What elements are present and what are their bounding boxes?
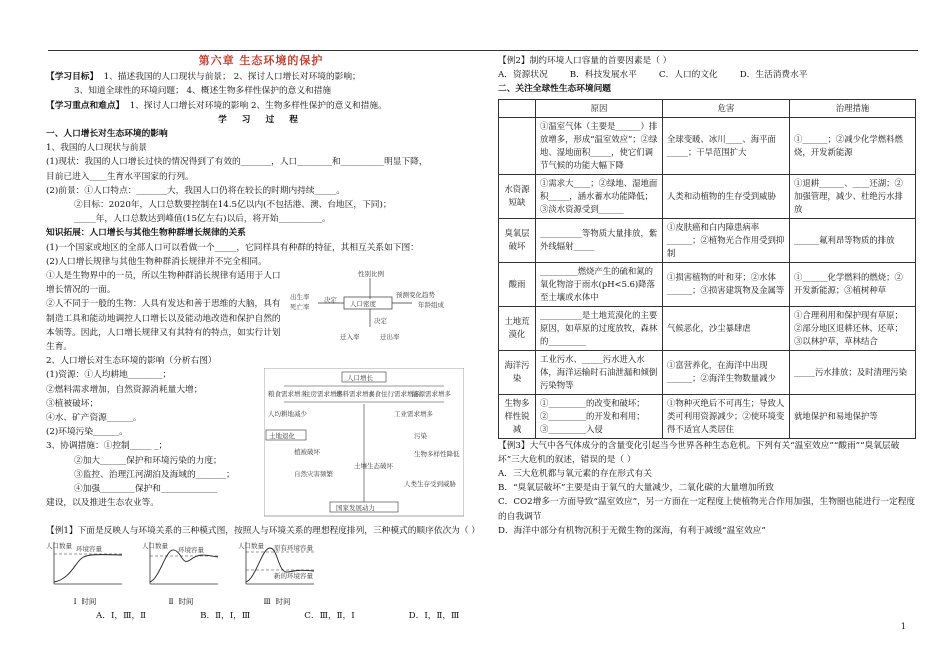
impact-top: 人口增长 [347, 374, 373, 383]
model-chart-2-label: Ⅱ 时间 [168, 597, 194, 607]
diag-dec: 决定 [324, 296, 337, 305]
population-diagram [288, 269, 470, 354]
ex3-opt-d: D．海洋中部分有机物沉积于无微生物的深海，有利于减缓“温室效应” [498, 525, 766, 536]
ex3-opt-b: B．“臭氧层破坏”主要是由于氧气的大量减少，二氧化碳的大量增加所致 [498, 483, 774, 494]
impact-diagram [264, 368, 464, 523]
model-chart-2 [142, 540, 220, 609]
impact-m5: 生物多样性降低 [414, 450, 460, 459]
impact-m3: 植被破坏 [294, 448, 320, 457]
page-number: 1 [900, 622, 906, 631]
impact-diagram-svg [264, 368, 464, 518]
ext-block [46, 269, 476, 354]
impact-m7: 自然灾害频繁 [294, 470, 333, 479]
impact-n3: 燃料需求增多 [336, 390, 375, 399]
right-column [498, 54, 918, 538]
example-1: 【例1】下面是反映人与环境关系的三种模式图，按照人与环境关系的理想程度排列，三种模式的顺序依次为（ ） [46, 525, 480, 536]
s2-1: (1)资源：①人均耕地________； [46, 370, 172, 381]
ex1-opt-c: C．Ⅲ，Ⅱ，Ⅰ [304, 611, 355, 622]
svg-text:人口数量: 人口数量 [142, 541, 168, 550]
s1-6: _____年，人口总数达到峰值(15亿左右)以后，将开始__________。 [74, 214, 331, 225]
environment-table [498, 99, 916, 439]
s2-5: (2)环境污染______。 [46, 427, 128, 438]
svg-text:新的环境容量: 新的环境容量 [274, 571, 313, 580]
impact-block [46, 368, 476, 523]
section-1-heading: 一、人口增长对生态环境的影响 [46, 129, 168, 140]
ex2-opt-a: A．资源状况 [498, 70, 548, 81]
svg-text:人口数量: 人口数量 [238, 541, 264, 550]
ex1-opt-d: D．Ⅰ，Ⅱ，Ⅲ [408, 611, 460, 622]
table-row: 土地荒漠化 __________是土地荒漠化的主要原因，如草原的过度放牧，森林的_________ 气候恶化，沙尘暴肆虐 ①合理利用和保护现有草原；②部分地区退耕还林、还草；③以林护草，草林结合 [499, 306, 916, 350]
example-2-options [498, 68, 918, 82]
diag-left1: 出生率 [290, 293, 310, 302]
key-points: 【学习重点和难点】 1、探讨人口增长对环境的影响 2、生物多样性保护的意义和措施。 [46, 100, 387, 111]
impact-bottom: 国家发展动力 [336, 504, 375, 513]
s1-4: (2)前景：①人口特点：_______大，我国人口仍将在较长的时期内持续_____。 [46, 185, 345, 196]
impact-n5: 能源需求增多 [412, 390, 451, 399]
model-chart-1 [46, 540, 124, 609]
s3-3: ④加强________保护和_____________ [74, 484, 218, 495]
ext-3: ①人是生物界中的一员，所以生物种群消长规律有适用于人口增长情况的一面。 [46, 271, 281, 296]
impact-m6: 土壤生态破坏 [354, 462, 393, 471]
population-diagram-svg [288, 269, 470, 349]
s2-2: ②燃料需求增加，自然资源消耗量大增； [46, 384, 203, 395]
left-column [46, 54, 480, 623]
ex3-opt-a: A．三大危机都与氧元素的存在形式有关 [498, 469, 652, 480]
header-rule [48, 50, 918, 51]
ex1-opt-b: B．Ⅱ，Ⅰ，Ⅲ [200, 611, 251, 622]
ext-4: ②人不同于一般的生物：人具有发达和善于思维的大脑，具有制造工具和能动地调控人口增长以及能动地改造和保护自然的本领等。因此，人口增长规律又有其特有的特点，如实行计划生育。 [46, 299, 281, 353]
diag-b1: 迁入率 [340, 333, 360, 342]
table-row: 臭氧层破坏 __________等物质大量排放，紫外线辐射_____ ①皮肤癌和白内障患病率______；②植物光合作用受到抑制 ______氟利昂等物质的排放 [499, 218, 916, 262]
ex2-opt-c: C．人口的文化 [658, 70, 718, 81]
th-measure: 治理措施 [790, 99, 916, 117]
process-heading: 学 习 过 程 [218, 114, 304, 125]
table-row: 酸雨 _________燃烧产生的硫和氮的氧化物溶于雨水(pH<5.6)降落至土壤或水体中 ①损害植物的叶和芽；②水体______；③损害建筑物及金属等 ①______化学燃料的燃烧；②开发新能源；③植树种草 [499, 262, 916, 306]
s2: 2、人口增长对生态环境的影响（分析右图） [46, 356, 217, 367]
diag-right1: 预测变化趋势 [396, 291, 435, 300]
s1-3: 目前已进入____生育水平国家的行列。 [46, 171, 194, 182]
impact-n2: 住房需求增多 [304, 390, 343, 399]
s1-2: (1)现状：我国的人口增长过快的情况得到了有效的_______，人口________和__________明显下降， [46, 157, 428, 168]
ext-text [46, 269, 288, 354]
model-chart-3-label: Ⅲ 时间 [263, 597, 291, 607]
learning-goals: 【学习目标】 1、描述我国的人口现状与前景； 2、探讨人口增长对环境的影响； [46, 72, 361, 83]
svg-text:人口数量: 人口数量 [46, 541, 72, 550]
s1-5: ②目标：2020年，人口总数要控制在14.5亿以内(不包括港、澳、台地区，下同)； [74, 200, 392, 211]
example-2: 【例2】制约环境人口容量的首要因素是（ ） [498, 56, 672, 66]
svg-text:环境容量: 环境容量 [178, 545, 204, 554]
impact-n6: 工业需求增多 [394, 410, 433, 419]
s2-4: ④水、矿产资源______。 [46, 413, 142, 424]
svg-text:环境容量: 环境容量 [76, 544, 102, 553]
impact-text [46, 368, 264, 523]
impact-m4: 污染 [414, 432, 427, 441]
diag-top: 性别比例 [358, 270, 384, 279]
impact-m2: 土地退化 [269, 432, 295, 441]
s3-1: ②加大______保护和环境污染的力度； [74, 455, 222, 466]
learning-goals-2: 3、知道全球性的环境问题； 4、概述生物多样性保护的意义和措施 [74, 86, 332, 97]
model-chart-1-label: Ⅰ 时间 [73, 597, 97, 607]
diag-b2: 迁出率 [380, 333, 400, 342]
svg-text:原有环境容量: 原有环境容量 [274, 543, 313, 552]
ex3-opt-c: C．CO2增多一方面导致“温室效应”，另一方面在一定程度上使植物光合作用加强，生物圈也能进行一定程度的自我调节 [498, 497, 916, 522]
example-3: 【例3】大气中各气体成分的含量变化引起当今世界各种生态危机。下列有关“温室效应”“酸雨”“臭氧层破坏”三大危机的叙述，错误的是（ ） [498, 440, 900, 465]
ext-2: (2)人口增长规律与其他生物种群消长规律并不完全相同。 [46, 256, 267, 267]
table-header-row [499, 99, 916, 117]
ex1-opt-a: A．Ⅰ，Ⅲ，Ⅱ [96, 611, 147, 622]
chapter-title: 第六章 生态环境的保护 [198, 54, 324, 67]
s3-2: ③监控、治理江河湖泊及海域的_______； [74, 469, 235, 480]
diag-dec2: 决定 [374, 317, 387, 326]
ex2-opt-b: B．科技发展水平 [569, 70, 637, 81]
impact-n1: 粮食需求增多 [268, 390, 307, 399]
s3-4: 建设，以及推进生态农业等。 [46, 498, 159, 509]
s1-1: 1、我国的人口现状与前景 [46, 143, 148, 154]
table-row: ①温室气体（主要是______）排放增多，形成“温室效应”；②绿地、湿地面积_____，使它们调节气候的功能大幅下降 全球变暖、冰川____、海平面_____；干旱范围扩大 ①______；②减少化学燃料燃烧，开发新能源 [499, 117, 916, 174]
th-cause: 原因 [536, 99, 663, 117]
table-row: 水资源短缺 ①需求大____；②绿地、湿地面积_____，涵水蓄水功能降低；③淡水资源受到______ 人类和动植物的生存受到威胁 ①退耕______、____还湖；②加强管理，减少、杜绝污水排放 [499, 174, 916, 218]
s2-3: ③植被破坏； [46, 398, 99, 409]
diag-right2: 年龄组成 [418, 301, 444, 310]
impact-n4: 衣食住行需求增多 [368, 390, 420, 399]
s3: 3、协调措施：①控制_____ _； [46, 441, 168, 452]
impact-m1: 人均耕地减少 [268, 410, 307, 419]
impact-row1 [268, 389, 452, 398]
extension-heading: 知识拓展：人口增长与其他生物种群增长规律的关系 [46, 228, 246, 239]
section-2-heading: 二、关注全球性生态环境问题 [498, 84, 611, 95]
impact-m8: 人类生存受到威胁 [404, 480, 456, 489]
diag-left2: 死亡率 [290, 303, 310, 312]
table-row: 生物多样性锐减 ①_________的改变和破坏；②_________的开发和利用；③_________入侵 ①物种灭绝后不可再生；导致人类可利用资源减少；②使环境变得不适宜人类居住 就地保护和易地保护等 [499, 394, 916, 438]
diag-center: 人口密度 [350, 300, 376, 309]
example-1-charts [46, 540, 476, 609]
th-harm: 危害 [663, 99, 790, 117]
table-row: 海洋污染 工业污水、_____污水进入水体，海洋运输时石油泄漏和倾倒污染物等 ①富营养化，在海洋中出现______；②海洋生物数量减少 _____污水排放；及时清理污染 [499, 350, 916, 394]
model-chart-3 [238, 540, 316, 609]
example-1-options [46, 609, 476, 623]
ext-1: (1)一个国家或地区的全部人口可以看做一个_____，它同样具有种群的特征，其相互关系如下图： [46, 242, 419, 253]
ex2-opt-d: D．生活消费水平 [739, 70, 808, 81]
